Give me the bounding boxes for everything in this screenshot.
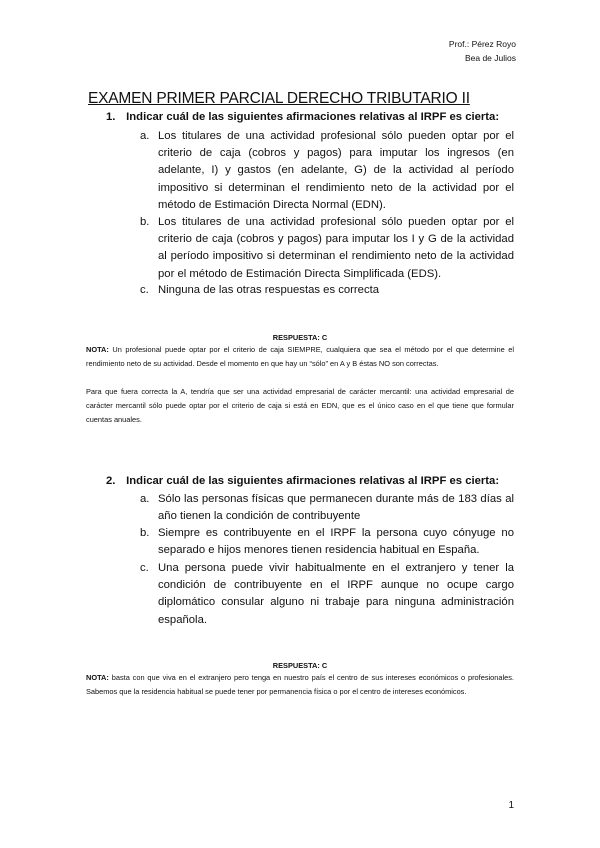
question-number: 1.: [106, 111, 116, 123]
question-1-option-b: [140, 214, 514, 283]
note-text: Un profesional puede optar por el criterio de caja SIEMPRE, cualquiera que sea el método por el que determine el rendimiento neto de su actividad. Desde el momento en que hay un “sólo” en A y B éstas NO son correctas.: [86, 345, 514, 368]
option-text: Sólo las personas físicas que permanecen durante más de 183 días al año tienen la condición de contribuyente: [158, 493, 514, 523]
note-text: basta con que viva en el extranjero pero tenga en nuestro país el centro de sus intereses económicos o profesionales. Sabemos que la residencia habitual se puede tener por permanencia física o por el centro de intereses económicos.: [86, 673, 514, 696]
question-2-prompt: [106, 475, 499, 487]
question-text: Indicar cuál de las siguientes afirmaciones relativas al IRPF es cierta:: [126, 475, 500, 487]
question-1-note-2: Para que fuera correcta la A, tendría que ser una actividad empresarial de carácter mercantil: una actividad empresarial de carácter mercantil sólo puede optar por el criterio de caja si está en EDN, que es el único caso en el que tiene que formular cuentas anuales.: [86, 387, 514, 424]
option-text: Ninguna de las otras respuestas es correcta: [158, 284, 380, 296]
question-2-note: [86, 671, 514, 699]
question-1-note: [86, 343, 514, 371]
option-text: Los titulares de una actividad profesional sólo pueden optar por el criterio de caja (cobros y pagos) para imputar los I y G de la actividad al período impositivo si determinan el rendimiento neto de la actividad por el método de Estimación Directa Simplificada (EDS).: [158, 216, 514, 280]
option-letter: c.: [140, 562, 149, 574]
question-1-answer: RESPUESTA: C: [272, 333, 328, 342]
header-professor: Prof.: Pérez Royo: [448, 39, 516, 49]
question-1-option-c: [140, 282, 514, 299]
note-label: NOTA:: [86, 673, 109, 682]
page-number: 1: [508, 800, 514, 811]
option-letter: b.: [140, 216, 150, 228]
question-2-option-a: [140, 491, 514, 525]
question-1-prompt: [106, 111, 499, 123]
note-label: NOTA:: [86, 345, 109, 354]
question-2-answer: RESPUESTA: C: [272, 661, 328, 670]
question-2-option-b: [140, 525, 514, 559]
question-number: 2.: [106, 475, 116, 487]
option-letter: c.: [140, 284, 149, 296]
option-letter: a.: [140, 493, 150, 505]
question-text: Indicar cuál de las siguientes afirmaciones relativas al IRPF es cierta:: [126, 111, 500, 123]
page-title: EXAMEN PRIMER PARCIAL DERECHO TRIBUTARIO II: [88, 90, 470, 107]
option-letter: a.: [140, 130, 150, 142]
option-text: Una persona puede vivir habitualmente en el extranjero y tener la condición de contribuyente en el IRPF aunque no ocupe cargo diplomático consular alguno ni trabaje para ninguna administración española.: [158, 562, 514, 626]
header-author: Bea de Julios: [464, 53, 516, 63]
option-letter: b.: [140, 527, 150, 539]
question-2-option-c: [140, 560, 514, 629]
option-text: Siempre es contribuyente en el IRPF la persona cuyo cónyuge no separado e hijos menores tienen residencia habitual en España.: [158, 527, 514, 557]
option-text: Los titulares de una actividad profesional sólo pueden optar por el criterio de caja (cobros y pagos) para imputar los ingresos (en adelante, I) y gastos (en adelante, G) de la actividad al período impositivo si determinan el rendimiento neto de la actividad por el método de Estimación Directa Normal (EDN).: [158, 130, 514, 211]
question-1-option-a: [140, 128, 514, 214]
